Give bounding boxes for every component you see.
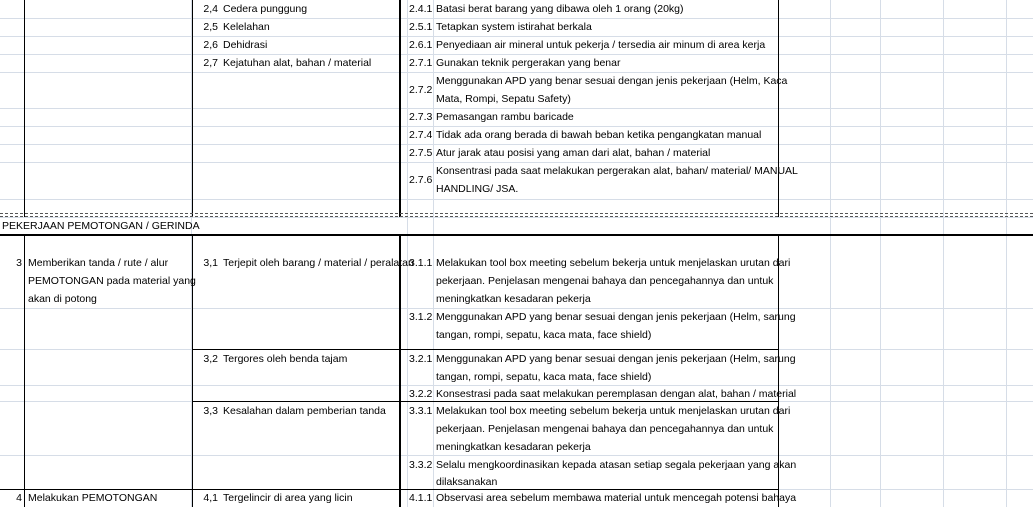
control-text: Menggunakan APD yang benar sesuai dengan jenis pekerjaan (Helm, sarung — [436, 311, 796, 323]
gridline — [880, 0, 881, 507]
control-text: Menggunakan APD yang benar sesuai dengan jenis pekerjaan (Helm, Kaca — [436, 75, 788, 87]
control-text: Selalu mengkoordinasikan kepada atasan setiap segala pekerjaan yang akan — [436, 459, 797, 471]
hazard-text: Dehidrasi — [223, 39, 268, 51]
hazard-number: 3,2 — [203, 353, 218, 365]
section-header: PEKERJAAN PEMOTONGAN / GERINDA — [2, 220, 200, 232]
control-text: Pemasangan rambu baricade — [436, 111, 574, 123]
hazard-text: Tergores oleh benda tajam — [223, 353, 348, 365]
gridline — [1006, 0, 1007, 507]
control-text: meningkatkan kesadaran pekerja — [436, 441, 591, 453]
control-text: dilaksanakan — [436, 476, 498, 488]
control-number: 2.4.1 — [409, 3, 433, 15]
hazard-number: 3,3 — [203, 405, 218, 417]
hazard-number: 2,5 — [203, 21, 218, 33]
activity-number: 3 — [16, 257, 22, 269]
control-text: HANDLING/ JSA. — [436, 183, 519, 195]
control-text: Menggunakan APD yang benar sesuai dengan jenis pekerjaan (Helm, sarung — [436, 353, 796, 365]
control-text: Melakukan tool box meeting sebelum bekerja untuk menjelaskan urutan dari — [436, 257, 791, 269]
control-number: 2.7.4 — [409, 129, 433, 141]
control-text: Mata, Rompi, Sepatu Safety) — [436, 93, 571, 105]
control-text: Observasi area sebelum membawa material untuk mencegah potensi bahaya — [436, 492, 797, 504]
control-text: Melakukan tool box meeting sebelum bekerja untuk menjelaskan urutan dari — [436, 405, 791, 417]
control-text: Konsestrasi pada saat melakukan peremplasan dengan alat, bahan / material — [436, 388, 797, 400]
control-number: 3.2.1 — [409, 353, 433, 365]
cell-border — [24, 235, 25, 507]
hazard-text: Kelelahan — [223, 21, 270, 33]
control-text: tangan, rompi, sepatu, kaca mata, face shield) — [436, 329, 652, 341]
control-text: Konsentrasi pada saat melakukan pergerakan alat, bahan/ material/ MANUAL — [436, 165, 798, 177]
control-number: 2.7.5 — [409, 147, 433, 159]
cell-border — [778, 0, 779, 217]
control-number: 3.2.2 — [409, 388, 433, 400]
control-text: tangan, rompi, sepatu, kaca mata, face shield) — [436, 371, 652, 383]
activity-text: PEMOTONGAN pada material yang — [28, 275, 196, 287]
hazard-number: 4,1 — [203, 492, 218, 504]
control-number: 2.7.2 — [409, 84, 433, 96]
control-number: 3.1.2 — [409, 311, 433, 323]
control-text: pekerjaan. Penjelasan mengenai bahaya dan pencegahannya dan untuk — [436, 423, 774, 435]
control-text: Penyediaan air mineral untuk pekerja / tersedia air minum di area kerja — [436, 39, 766, 51]
gridline — [0, 199, 1033, 200]
control-number: 4.1.1 — [409, 492, 433, 504]
hazard-text: Cedera punggung — [223, 3, 308, 15]
control-number: 2.5.1 — [409, 21, 433, 33]
control-text: Gunakan teknik pergerakan yang benar — [436, 57, 621, 69]
control-text: Tidak ada orang berada di bawah beban ketika pengangkatan manual — [436, 129, 762, 141]
cell-border — [399, 235, 401, 507]
activity-number: 4 — [16, 492, 22, 504]
gridline — [830, 0, 831, 507]
hazard-text: Terjepit oleh barang / material / peralatan — [223, 257, 414, 269]
control-number: 2.7.3 — [409, 111, 433, 123]
gridline — [943, 0, 944, 507]
activity-text: Memberikan tanda / rute / alur — [28, 257, 169, 269]
control-text: meningkatkan kesadaran pekerja — [436, 293, 591, 305]
hazard-number: 2,4 — [203, 3, 218, 15]
control-number: 2.7.6 — [409, 174, 433, 186]
cell-border — [399, 0, 401, 217]
activity-text: akan di potong — [28, 293, 97, 305]
control-number: 3.3.2 — [409, 459, 433, 471]
control-number: 2.6.1 — [409, 39, 433, 51]
gridline — [433, 0, 434, 507]
hazard-number: 2,7 — [203, 57, 218, 69]
control-number: 3.3.1 — [409, 405, 433, 417]
control-text: Tetapkan system istirahat berkala — [436, 21, 592, 33]
control-text: Atur jarak atau posisi yang aman dari alat, bahan / material — [436, 147, 711, 159]
hazard-text: Tergelincir di area yang licin — [223, 492, 353, 504]
hazard-text: Kejatuhan alat, bahan / material — [223, 57, 372, 69]
hazard-text: Kesalahan dalam pemberian tanda — [223, 405, 386, 417]
activity-text: Melakukan PEMOTONGAN — [28, 492, 158, 504]
control-text: Batasi berat barang yang dibawa oleh 1 orang (20kg) — [436, 3, 684, 15]
cell-border — [24, 0, 25, 217]
hazard-number: 3,1 — [203, 257, 218, 269]
control-text: pekerjaan. Penjelasan mengenai bahaya dan pencegahannya dan untuk — [436, 275, 774, 287]
dashed-separator — [0, 213, 1033, 214]
control-number: 3.1.1 — [409, 257, 433, 269]
hazard-number: 2,6 — [203, 39, 218, 51]
control-number: 2.7.1 — [409, 57, 433, 69]
